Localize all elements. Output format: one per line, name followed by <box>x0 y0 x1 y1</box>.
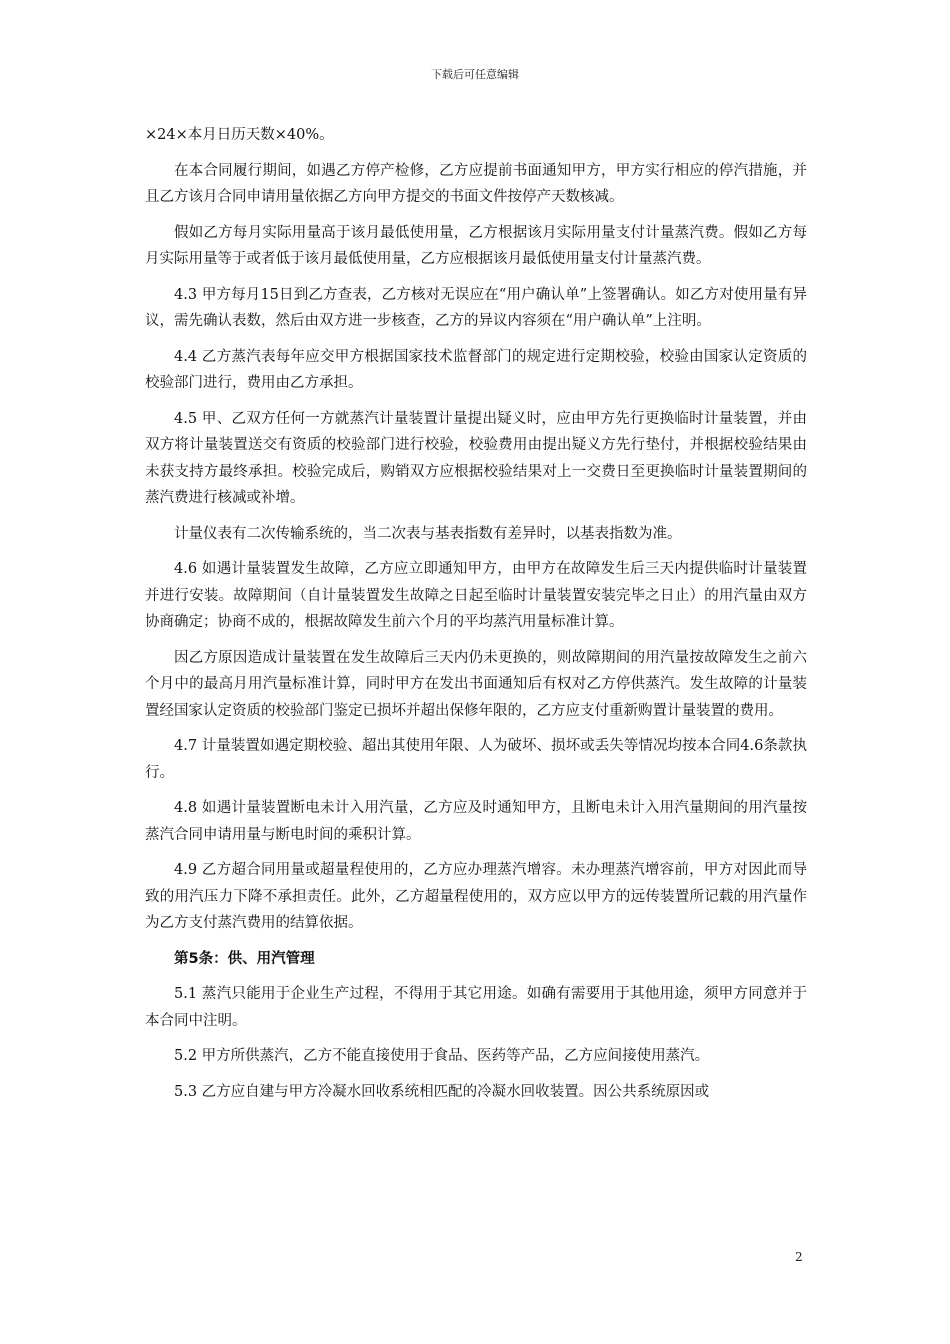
page-header: 下载后可任意编辑 <box>431 68 519 81</box>
clause-5-1: 5.1 蒸汽只能用于企业生产过程，不得用于其它用途。如确有需要用于其他用途，须甲方同意并于本合同中注明。 <box>145 986 807 1029</box>
clause-5-3: 5.3 乙方应自建与甲方冷凝水回收系统相匹配的冷凝水回收装置。因公共系统原因或 <box>174 1083 710 1100</box>
page-number: 2 <box>795 1250 803 1264</box>
clause-4-8: 4.8 如遇计量装置断电未计入用汽量，乙方应及时通知甲方，且断电未计入用汽量期间的用汽量按蒸汽合同申请用量与断电时间的乘积计算。 <box>145 800 807 843</box>
paragraph: 因乙方原因造成计量装置在发生故障后三天内仍未更换的，则故障期间的用汽量按故障发生之前六个月中的最高月用汽量标准计算，同时甲方在发出书面通知后有权对乙方停供蒸汽。发生故障的计量装置经国家认定资质的校验部门鉴定已损坏并超出保修年限的，乙方应支付重新购置计量装置的费用。 <box>145 649 807 719</box>
section-heading-5: 第5条：供、用汽管理 <box>174 950 315 967</box>
clause-4-3: 4.3 甲方每月15日到乙方查表，乙方核对无误应在“用户确认单”上签署确认。如乙方对使用量有异议，需先确认表数，然后由双方进一步核查，乙方的异议内容须在“用户确认单”上注明。 <box>145 286 807 329</box>
document-body <box>145 122 807 1114</box>
clause-5-2: 5.2 甲方所供蒸汽，乙方不能直接使用于食品、医药等产品，乙方应间接使用蒸汽。 <box>174 1048 710 1064</box>
clause-4-6: 4.6 如遇计量装置发生故障，乙方应立即通知甲方，由甲方在故障发生后三天内提供临时计量装置并进行安装。故障期间（自计量装置发生故障之日起至临时计量装置安装完毕之日止）的用汽量由双方协商确定；协商不成的，根据故障发生前六个月的平均蒸汽用量标准计算。 <box>145 561 807 630</box>
paragraph: 在本合同履行期间，如遇乙方停产检修，乙方应提前书面通知甲方，甲方实行相应的停汽措施，并且乙方该月合同申请用量依据乙方向甲方提交的书面文件按停产天数核减。 <box>145 162 807 205</box>
clause-4-4: 4.4 乙方蒸汽表每年应交甲方根据国家技术监督部门的规定进行定期校验，校验由国家认定资质的校验部门进行，费用由乙方承担。 <box>145 348 807 391</box>
clause-4-7: 4.7 计量装置如遇定期校验、超出其使用年限、人为破坏、损坏或丢失等情况均按本合同4.6条款执行。 <box>145 738 807 781</box>
paragraph: 计量仪表有二次传输系统的，当二次表与基表指数有差异时，以基表指数为准。 <box>174 525 682 542</box>
clause-4-5: 4.5 甲、乙双方任何一方就蒸汽计量装置计量提出疑义时，应由甲方先行更换临时计量装置，并由双方将计量装置送交有资质的校验部门进行校验，校验费用由提出疑义方先行垫付，并根据校验结果由未获支持方最终承担。校验完成后，购销双方应根据校验结果对上一交费日至更换临时计量装置期间的蒸汽费进行核减或补增。 <box>145 410 807 506</box>
paragraph-continuation: ×24×本月日历天数×40%。 <box>145 127 334 143</box>
clause-4-9: 4.9 乙方超合同用量或超量程使用的，乙方应办理蒸汽增容。未办理蒸汽增容前，甲方对因此而导致的用汽压力下降不承担责任。此外，乙方超量程使用的，双方应以甲方的远传装置所记载的用汽量作为乙方支付蒸汽费用的结算依据。 <box>145 862 807 931</box>
paragraph: 假如乙方每月实际用量高于该月最低使用量，乙方根据该月实际用量支付计量蒸汽费。假如乙方每月实际用量等于或者低于该月最低使用量，乙方应根据该月最低使用量支付计量蒸汽费。 <box>145 224 807 267</box>
